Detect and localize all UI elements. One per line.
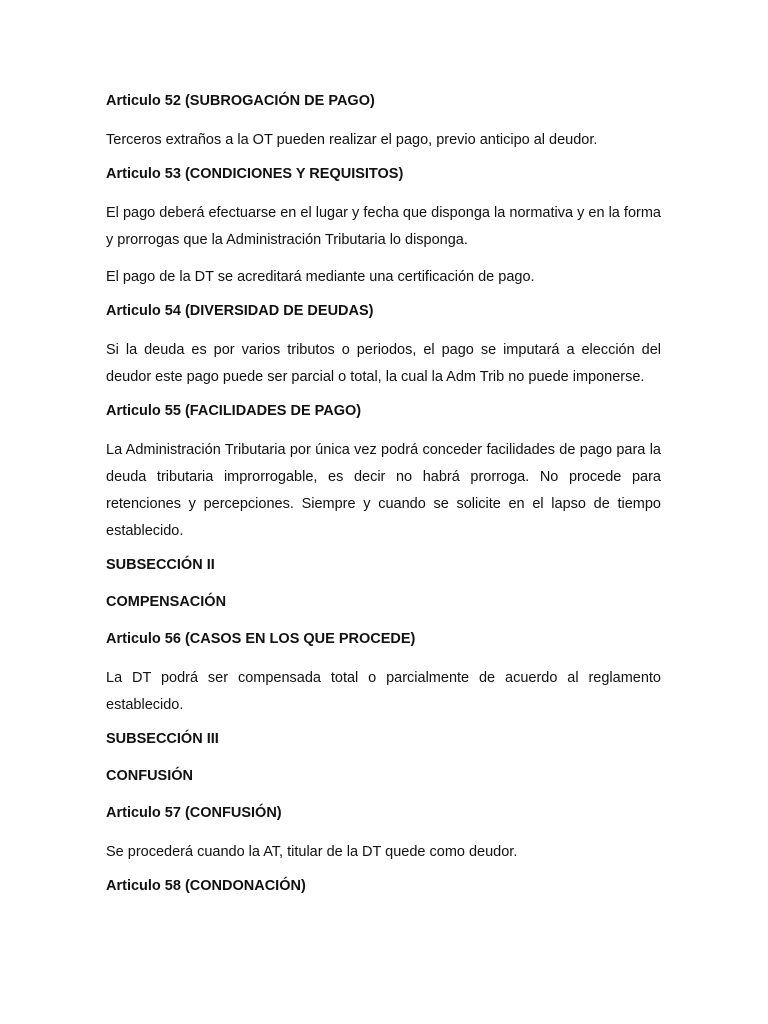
heading-articulo-55: Articulo 55 (FACILIDADES DE PAGO) <box>106 403 362 419</box>
heading-confusion: CONFUSIÓN <box>106 768 193 784</box>
paragraph-casos: La DT podrá ser compensada total o parcialmente de acuerdo al reglamento establecido. <box>106 670 661 713</box>
paragraph-facilidades: La Administración Tributaria por única vez podrá conceder facilidades de pago para la deuda tributaria improrrogable, es decir no habrá prorroga. No procede para retenciones y percepciones. Siempre y cuando se solicite en el lapso de tiempo establecido. <box>106 442 661 539</box>
heading-articulo-54: Articulo 54 (DIVERSIDAD DE DEUDAS) <box>106 303 374 319</box>
paragraph-diversidad: Si la deuda es por varios tributos o periodos, el pago se imputará a elección del deudor este pago puede ser parcial o total, la cual la Adm Trib no puede imponerse. <box>106 342 661 385</box>
heading-articulo-57: Articulo 57 (CONFUSIÓN) <box>106 805 282 821</box>
heading-subseccion-ii: SUBSECCIÓN II <box>106 557 215 573</box>
document-page <box>106 91 661 896</box>
heading-compensacion: COMPENSACIÓN <box>106 594 227 610</box>
heading-articulo-52: Articulo 52 (SUBROGACIÓN DE PAGO) <box>106 93 375 109</box>
paragraph-subrogacion: Terceros extraños a la OT pueden realizar el pago, previo anticipo al deudor. <box>106 132 598 148</box>
paragraph-certificacion: El pago de la DT se acreditará mediante una certificación de pago. <box>106 269 535 285</box>
heading-articulo-56: Articulo 56 (CASOS EN LOS QUE PROCEDE) <box>106 631 416 647</box>
heading-subseccion-iii: SUBSECCIÓN III <box>106 731 219 747</box>
heading-articulo-53: Articulo 53 (CONDICIONES Y REQUISITOS) <box>106 166 404 182</box>
heading-articulo-58: Articulo 58 (CONDONACIÓN) <box>106 878 306 894</box>
paragraph-confusion: Se procederá cuando la AT, titular de la DT quede como deudor. <box>106 844 518 860</box>
paragraph-condiciones: El pago deberá efectuarse en el lugar y fecha que disponga la normativa y en la forma y prorrogas que la Administración Tributaria lo disponga. <box>106 205 661 248</box>
